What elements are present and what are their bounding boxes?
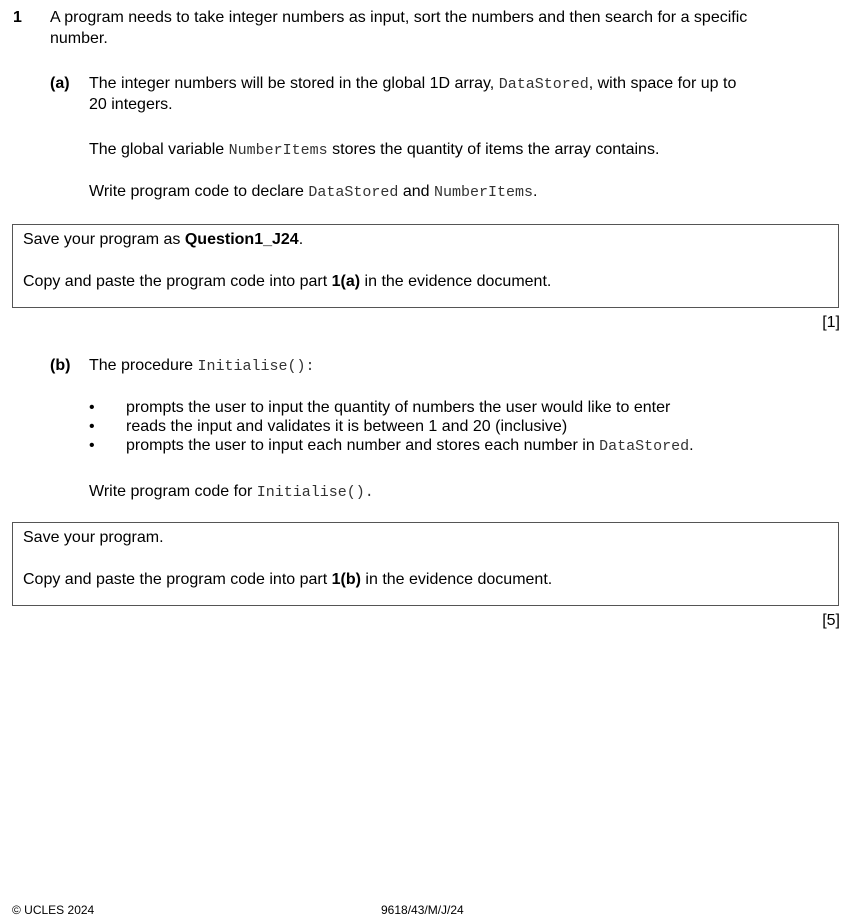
requirements-list [89,398,694,456]
box-a-line1 [23,230,303,250]
instruction-box-a [12,224,839,308]
part-b-line1 [89,356,315,377]
code-initialise: Initialise(). [256,484,374,501]
code-datastored: DataStored [308,184,399,201]
part-b-line1-text: The procedure [89,357,198,374]
list-item: • prompts the user to input the quantity of numbers the user would like to enter [89,398,694,417]
part-b-label: (b) [50,357,71,374]
part-a-para3-text: Write program code to declare [89,183,309,200]
part-a-para2 [89,140,659,161]
part-b-para2-text: Write program code for [89,483,257,500]
part-a-line1-text-end: , with space for up to [588,75,737,92]
bullet3-text: prompts the user to input each number and stores each number in [126,437,600,454]
footer-paper-code: 9618/43/M/J/24 [381,903,464,917]
code-numberitems: NumberItems [433,184,533,201]
part-a-para3-period: . [533,183,538,200]
list-item [89,436,694,456]
part-a-para2-text: The global variable [89,141,229,158]
box-b-line2 [23,570,552,590]
part-b-para2 [89,482,374,503]
box-b-copy-text: Copy and paste the program code into part [23,571,332,588]
question-intro-line2: number. [50,30,108,47]
part-ref-1b: 1(b) [331,571,361,588]
part-a-line2: 20 integers. [89,96,173,113]
part-a-para2-text-end: stores the quantity of items the array contains. [327,141,660,158]
box-a-copy-text: Copy and paste the program code into part [23,273,332,290]
list-item: • reads the input and validates it is between 1 and 20 (inclusive) [89,417,694,436]
box-a-period: . [298,231,304,248]
marks-a: [1] [822,314,840,331]
code-initialise: Initialise(): [197,358,315,375]
code-numberitems: NumberItems [228,142,328,159]
part-ref-1a: 1(a) [331,273,361,290]
marks-b: [5] [822,612,840,629]
instruction-box-b [12,522,839,606]
part-a-line1-text: The integer numbers will be stored in the global 1D array, [89,75,499,92]
question-number: 1 [13,9,22,26]
program-filename: Question1_J24 [184,231,299,248]
code-datastored: DataStored [498,76,589,93]
footer-copyright: © UCLES 2024 [12,903,95,917]
part-a-para3-and: and [398,183,434,200]
box-a-line2 [23,272,551,292]
part-a-para3 [89,182,537,203]
box-a-save-text: Save your program as [23,231,185,248]
bullet3-period: . [689,437,694,454]
question-intro-line1: A program needs to take integer numbers as input, sort the numbers and then search for a specific [50,9,748,26]
box-b-line1: Save your program. [23,529,164,546]
part-a-label: (a) [50,75,70,92]
box-a-copy-text-end: in the evidence document. [360,273,552,290]
part-a-line1 [89,74,736,95]
code-datastored: DataStored [599,438,690,455]
box-b-copy-text-end: in the evidence document. [360,571,553,588]
